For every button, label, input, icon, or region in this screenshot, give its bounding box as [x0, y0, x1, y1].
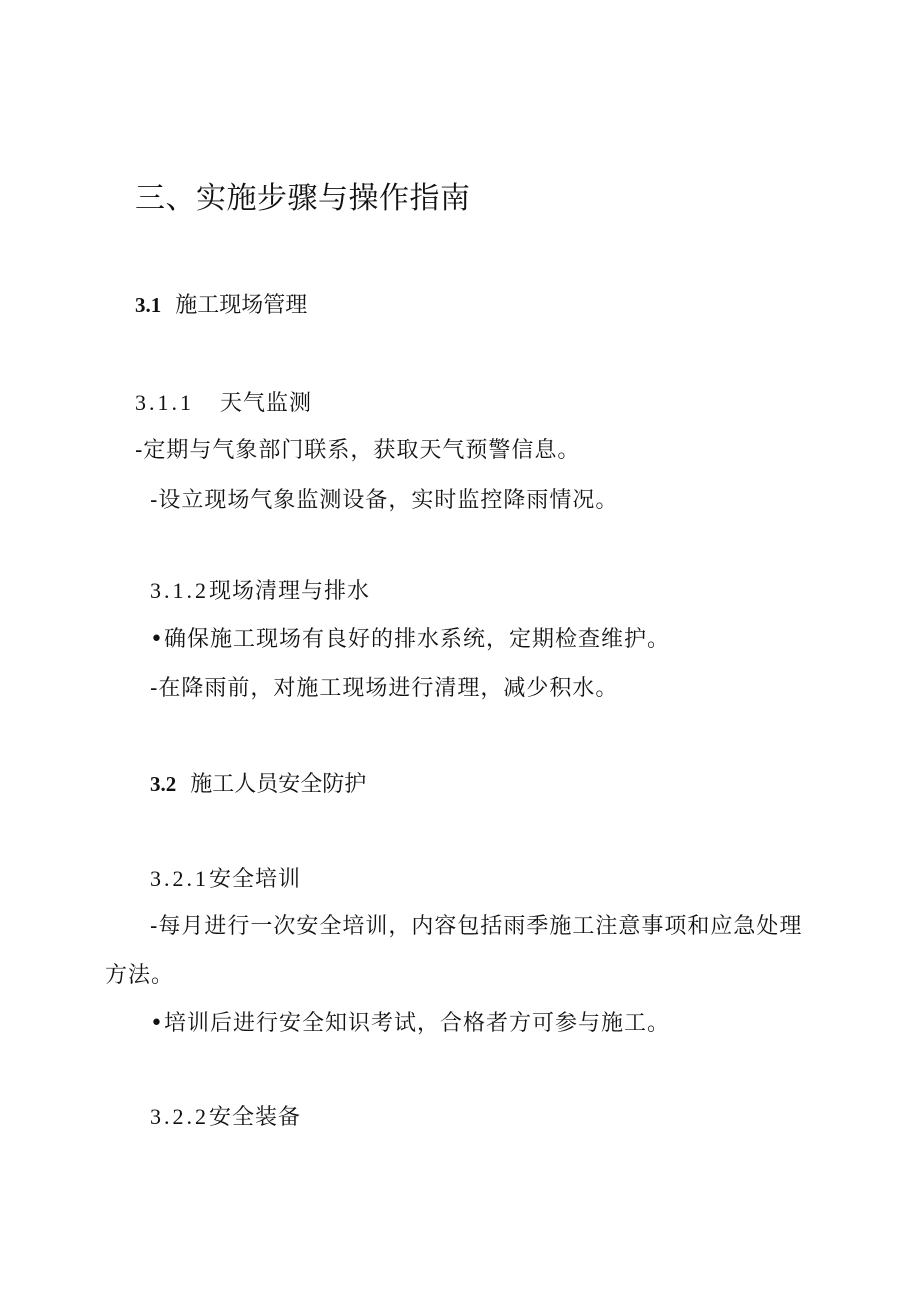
paragraph-item: -在降雨前，对施工现场进行清理，减少积水。 [150, 676, 619, 701]
heading-3-2-title: 施工人员安全防护 [190, 772, 367, 797]
heading-3-1-1-number: 3.1.1 [135, 390, 194, 415]
paragraph-item: •培训后进行安全知识考试，合格者方可参与施工。 [150, 1011, 670, 1036]
paragraph-continuation: 方法。 [105, 963, 175, 988]
heading-3-2-2-title: 安全装备 [209, 1105, 302, 1130]
heading-3-2-number: 3.2 [150, 772, 177, 796]
heading-3-1-number: 3.1 [135, 293, 162, 317]
paragraph-item: •确保施工现场有良好的排水系统，定期检查维护。 [150, 627, 670, 652]
heading-3-2-1-title: 安全培训 [209, 867, 302, 892]
heading-3-1-2-title: 现场清理与排水 [209, 579, 371, 604]
heading-3-1-title: 施工现场管理 [175, 293, 308, 318]
heading-3-1-1-title: 天气监测 [220, 391, 313, 416]
heading-3-2-1-number: 3.2.1 [150, 866, 209, 891]
section-title: 三、实施步骤与操作指南 [135, 181, 471, 216]
heading-3-1-2-number: 3.1.2 [150, 578, 209, 603]
paragraph-item: -定期与气象部门联系，获取天气预警信息。 [135, 438, 581, 463]
heading-3-1-1 [135, 392, 312, 415]
heading-3-1-2 [150, 580, 370, 603]
heading-3-2-2-number: 3.2.2 [150, 1104, 209, 1129]
paragraph-item: -每月进行一次安全培训，内容包括雨季施工注意事项和应急处理 [150, 914, 803, 939]
heading-3-2 [150, 774, 366, 796]
heading-3-1 [135, 295, 307, 317]
heading-3-2-2 [150, 1106, 301, 1129]
paragraph-item: -设立现场气象监测设备，实时监控降雨情况。 [150, 488, 619, 513]
heading-3-2-1 [150, 868, 301, 891]
